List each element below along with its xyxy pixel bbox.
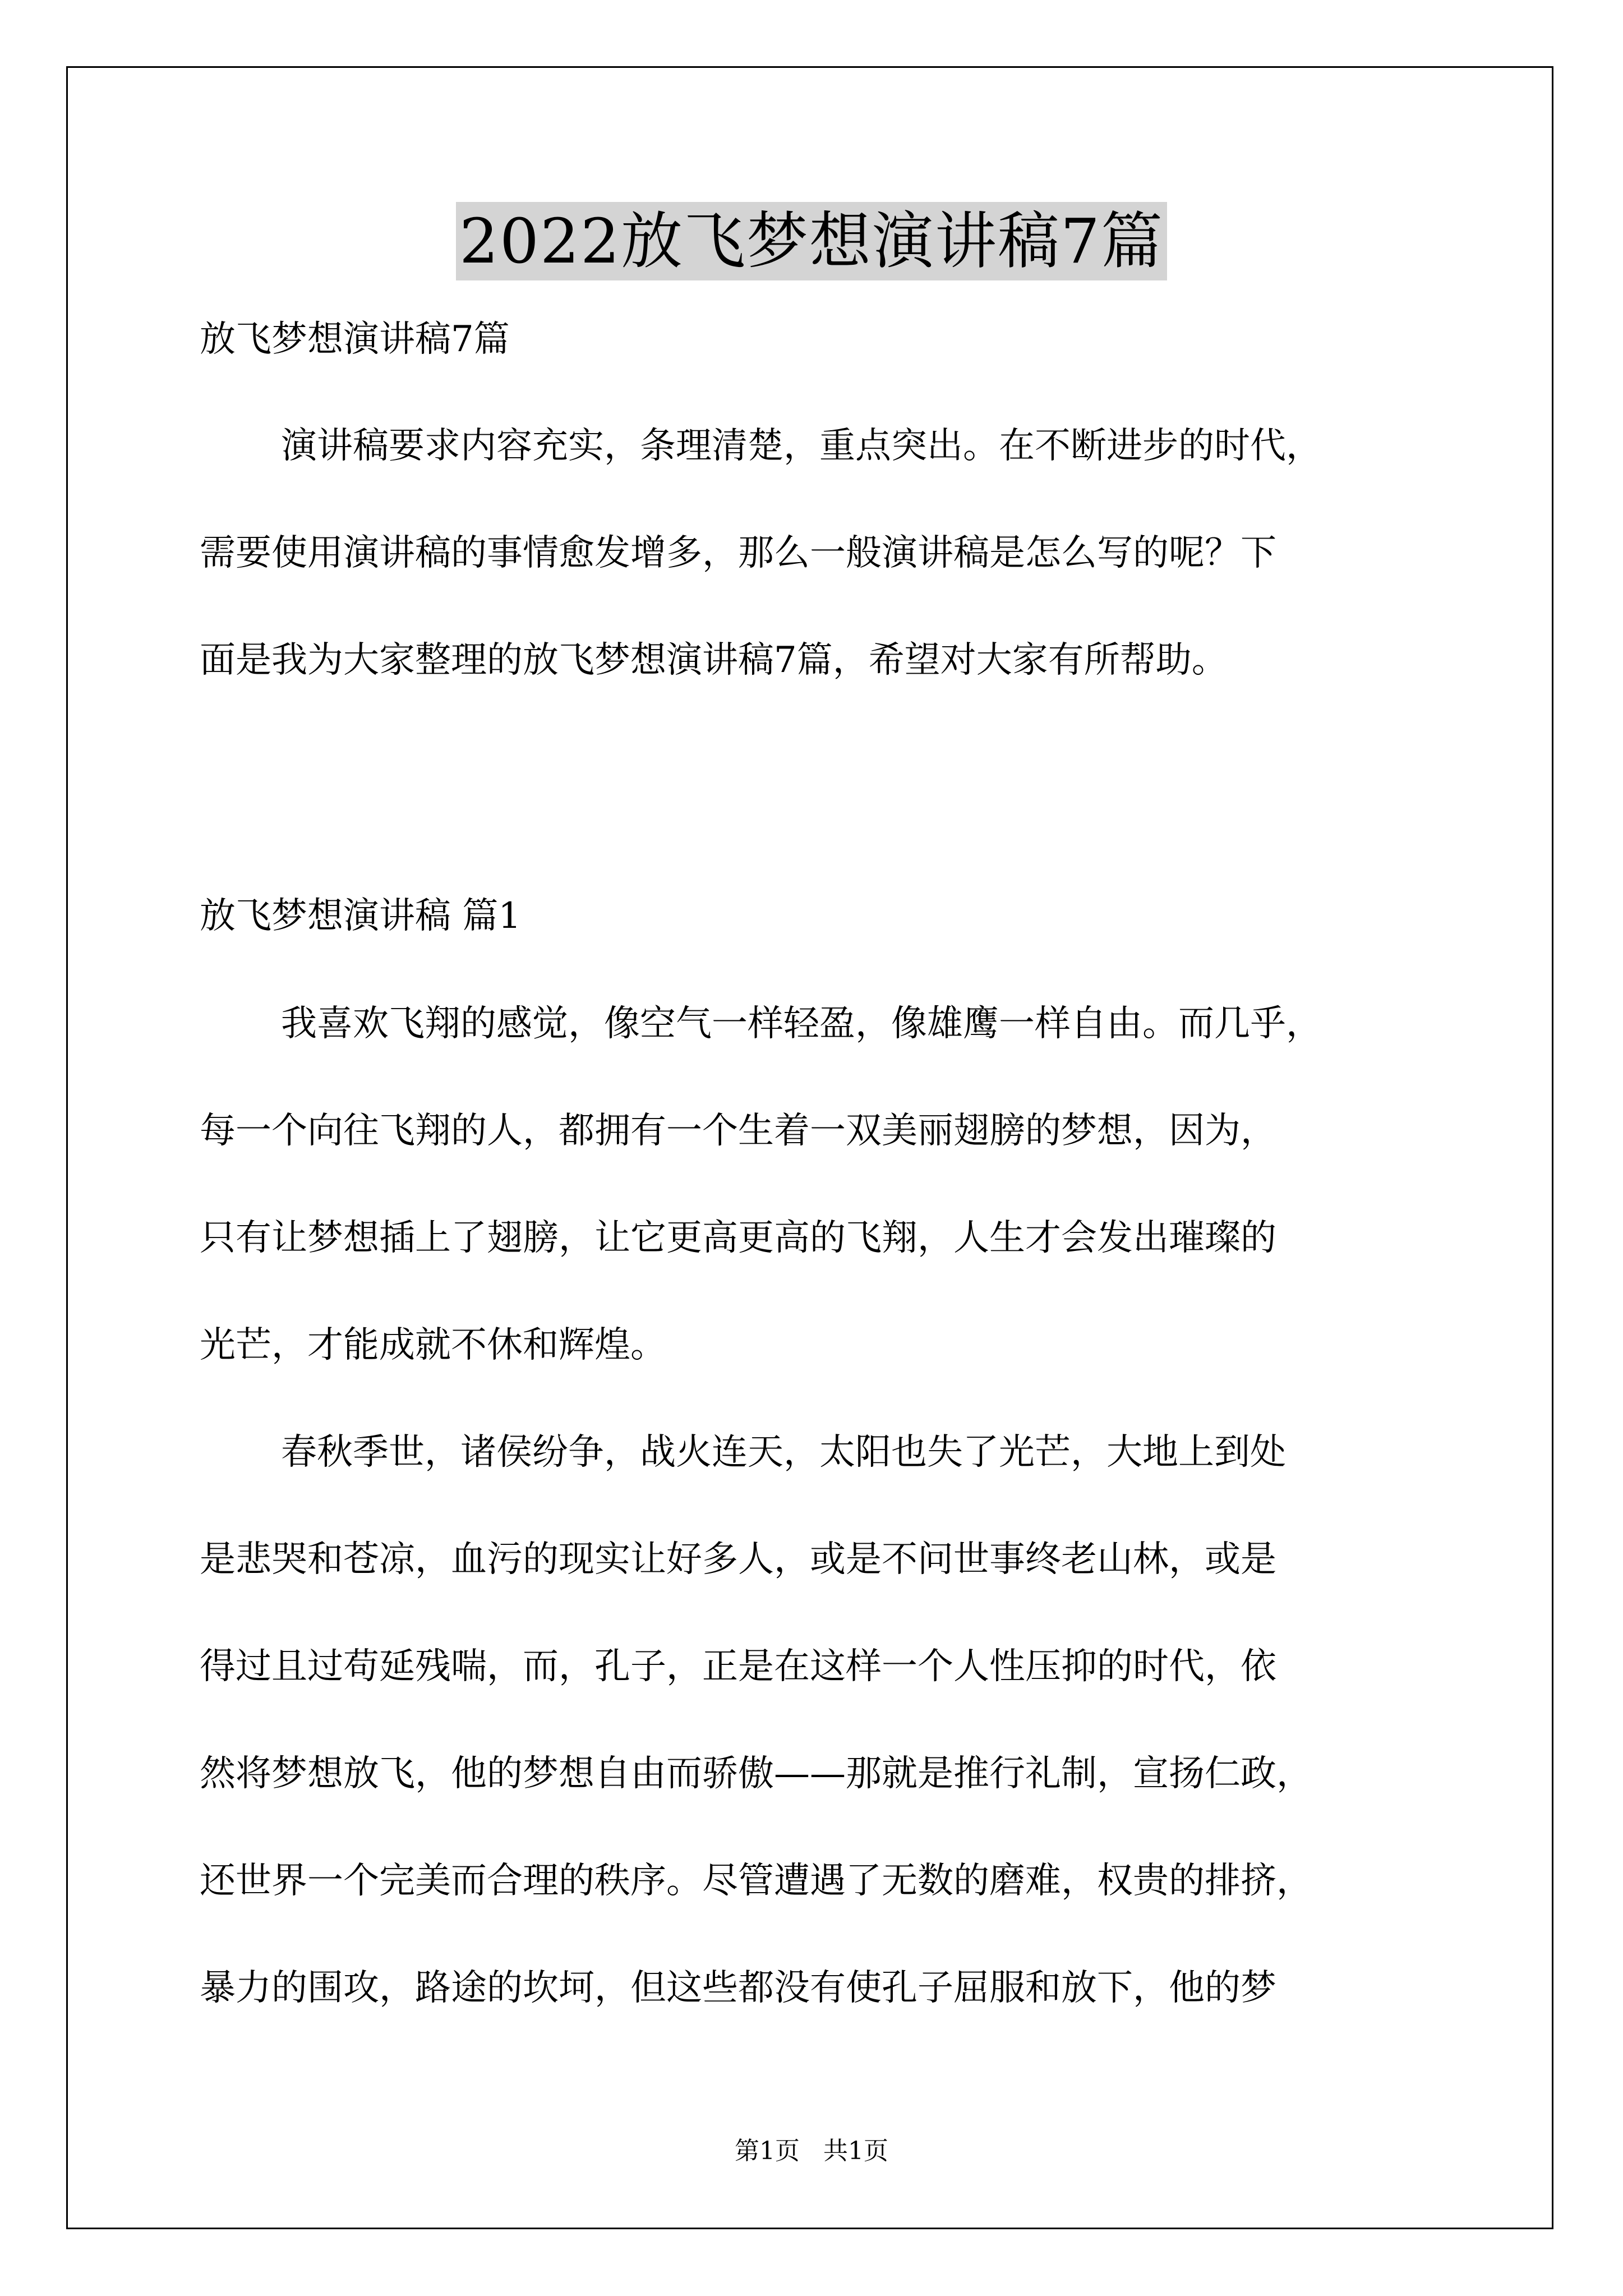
text-line: 演讲稿要求内容充实，条理清楚，重点突出。在不断进步的时代， <box>281 425 1322 467</box>
text-line: 是悲哭和苍凉，血污的现实让好多人，或是不问世事终老山林，或是 <box>200 1539 1276 1580</box>
document-subtitle: 放飞梦想演讲稿7篇 <box>200 319 510 360</box>
body-paragraph-1 <box>200 970 1473 1399</box>
text-line: 我喜欢飞翔的感觉，像空气一样轻盈，像雄鹰一样自由。而几乎， <box>281 1003 1322 1045</box>
page-total: 共1页 <box>823 2137 888 2165</box>
text-line: 只有让梦想插上了翅膀，让它更高更高的飞翔，人生才会发出璀璨的 <box>200 1217 1276 1259</box>
text-line: 每一个向往飞翔的人，都拥有一个生着一双美丽翅膀的梦想，因为， <box>200 1110 1276 1152</box>
document-title: 2022放飞梦想演讲稿7篇 <box>456 202 1167 280</box>
text-line: 面是我为大家整理的放飞梦想演讲稿7篇，希望对大家有所帮助。 <box>200 639 1228 681</box>
intro-paragraph <box>200 393 1473 714</box>
body-paragraph-2 <box>200 1399 1473 2042</box>
page-footer <box>0 2134 1623 2168</box>
text-line: 然将梦想放飞，他的梦想自由而骄傲——那就是推行礼制，宣扬仁政， <box>200 1753 1312 1795</box>
text-line: 需要使用演讲稿的事情愈发增多，那么一般演讲稿是怎么写的呢？下 <box>200 532 1276 574</box>
text-line: 光芒，才能成就不休和辉煌。 <box>200 1324 666 1366</box>
title-container <box>0 202 1623 280</box>
text-line: 春秋季世，诸侯纷争，战火连天，太阳也失了光芒，大地上到处 <box>281 1432 1286 1473</box>
text-line: 得过且过苟延残喘，而，孔子，正是在这样一个人性压抑的时代，依 <box>200 1646 1276 1687</box>
page-number: 第1页 <box>735 2137 800 2165</box>
section-heading: 放飞梦想演讲稿 篇1 <box>200 895 522 937</box>
text-line: 还世界一个完美而合理的秩序。尽管遭遇了无数的磨难，权贵的排挤， <box>200 1860 1312 1902</box>
text-line: 暴力的围攻，路途的坎坷，但这些都没有使孔子屈服和放下，他的梦 <box>200 1967 1276 2009</box>
